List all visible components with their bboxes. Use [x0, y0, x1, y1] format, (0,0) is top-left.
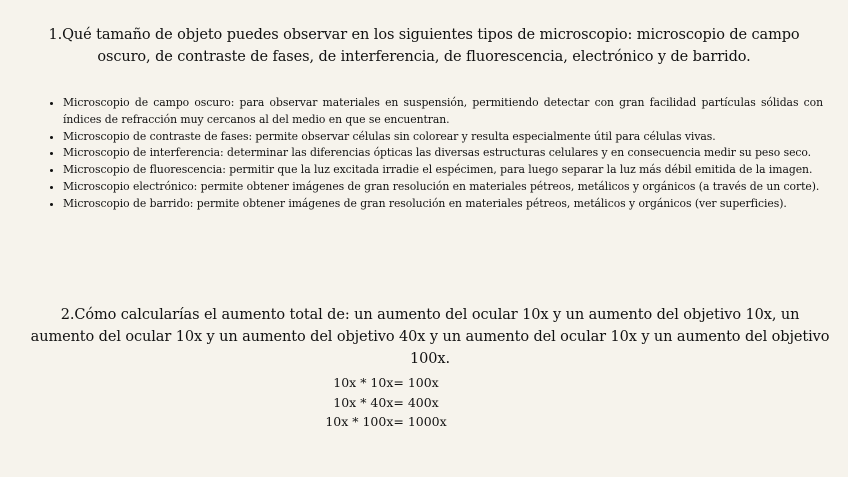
question-2-heading: 2.Cómo calcularías el aumento total de: un aumento del ocular 10x y un aumento del objetivo 10x, un aumento del ocular 10x y un aumento del objetivo 40x y un aumento del ocular 10x y un aumento del objetivo 100x.	[30, 307, 830, 367]
microscope-answer-list	[47, 95, 823, 213]
answer-fluorescence: • Microscopio de fluorescencia: permitir que la luz excitada irradie el espécimen, para luego separar la luz más débil emitida de la imagen.	[63, 162, 823, 179]
calculation-line: 10x * 100x= 1000x	[325, 414, 447, 429]
calculation-line: 10x * 10x= 100x	[333, 375, 439, 390]
answer-scanning: • Microscopio de barrido: permite obtener imágenes de gran resolución en materiales pétreos, metálicos y orgánicos (ver superficies).	[63, 196, 823, 213]
question-1-heading: 1.Qué tamaño de objeto puedes observar en los siguientes tipos de microscopio: microscopio de campo oscuro, de contraste de fases, de interferencia, de fluorescencia, electrónico y de barrido.	[48, 27, 800, 65]
calculation-line: 10x * 40x= 400x	[333, 394, 439, 410]
answer-electron: • Microscopio electrónico: permite obtener imágenes de gran resolución en materiales pétreos, metálicos y orgánicos (a través de un corte).	[63, 179, 823, 196]
magnification-calculations	[286, 373, 486, 432]
answer-phase-contrast: • Microscopio de contraste de fases: permite observar células sin colorear y resulta especialmente útil para células vivas.	[63, 129, 823, 146]
answer-dark-field: • Microscopio de campo oscuro: para observar materiales en suspensión, permitiendo detectar con gran facilidad partículas sólidas con índices de refracción muy cercanos al del medio en que se encuentran.	[63, 95, 823, 129]
answer-interference: • Microscopio de interferencia: determinar las diferencias ópticas las diversas estructuras celulares y en consecuencia medir su peso seco.	[63, 145, 823, 162]
